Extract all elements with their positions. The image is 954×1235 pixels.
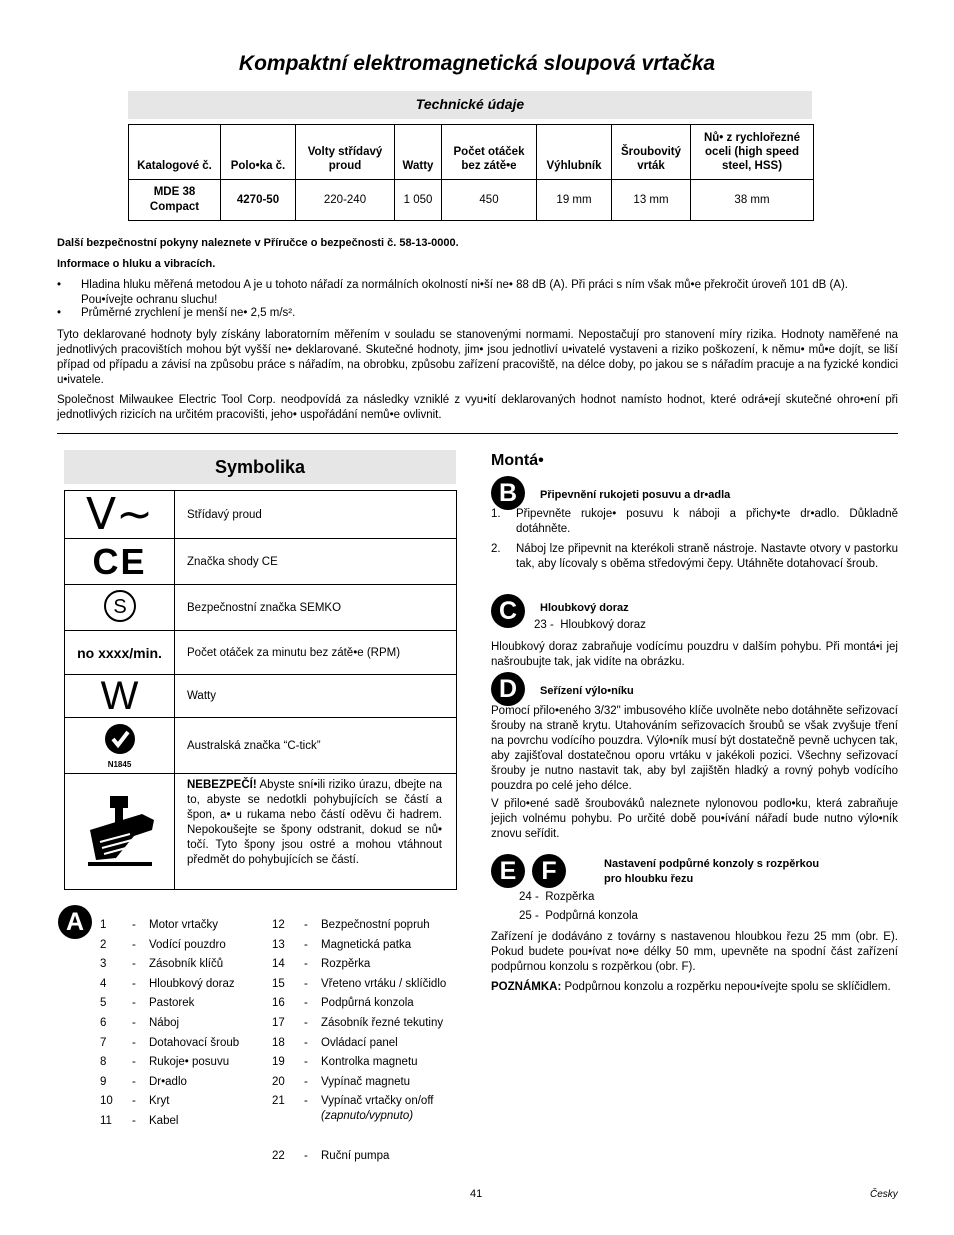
ce-mark-glyph: CE	[92, 540, 147, 582]
section-ef-ref: 25 - Podpůrná konzola	[519, 910, 638, 922]
danger-text: Abyste sní•ili riziko úrazu, dbejte na to, abyste se nedotkli pohybujících se částí a špon, a• u rukama nebo částí oděvu či hadrem. Nepokoušejte se špony odstranit, dokud se nů• točí. Tyto špony jsou ostré a mohou vtáhnout předmět do pohybujících se částí.	[187, 779, 442, 866]
specs-cell: 1 050	[395, 180, 442, 221]
note-text: Podpůrnou konzolu a rozpěrku nepou•ívejte spolu se sklíčidlem.	[561, 981, 891, 993]
legend-number: 5	[100, 997, 107, 1010]
paragraph-declared-values: Tyto deklarované hodnoty byly získány laboratorním měřením v souladu se stanovenými normami. Nepostačují pro stanovení míry rizika. Hodnoty naměřené na jednotlivých pracovištích mohou být vyšší ne• deklarované. Skutečné hodnoty, jim• jsou jednotliví u•ivatelé vystaveni a riziko poškození, k němu• mů•e dojít, se liší případ od případu a závisí na způsobu práce s nářadím, na obrobku, způsobu zařízení pracoviště, na délce doby, po jakou se s nářadím pracuje a na fyzické kondici u•ivatele.	[57, 329, 898, 386]
symbol-row	[65, 631, 457, 675]
symbol-description: Australská značka “C-tick”	[175, 718, 457, 774]
figure-a-badge: A	[58, 905, 92, 939]
legend-label: Ruční pumpa	[321, 1150, 390, 1162]
symbol-description: Značka shody CE	[175, 539, 457, 585]
bullet-dot: •	[57, 307, 62, 319]
legend-dash: -	[304, 958, 308, 971]
chip-hazard-icon	[65, 774, 175, 890]
legend-number: 12	[272, 919, 285, 931]
watts-symbol-icon	[65, 675, 175, 718]
legend-dash: -	[304, 1095, 308, 1108]
legend-dash: -	[132, 1075, 136, 1088]
section-b-item	[491, 507, 898, 537]
specs-cell: 38 mm	[691, 180, 814, 221]
legend-dash: -	[304, 1056, 308, 1069]
legend-sublabel: (zapnuto/vypnuto)	[321, 1110, 414, 1123]
legend-item	[272, 958, 472, 976]
specs-header-cell: Watty	[395, 125, 442, 180]
legend-label: Kryt	[149, 1095, 170, 1108]
specs-heading-band	[128, 91, 812, 119]
legend-label: Vypínač magnetu	[321, 1075, 411, 1088]
legend-number: 17	[272, 1017, 285, 1029]
specs-cell: 4270-50	[221, 180, 296, 221]
legend-number: 4	[100, 977, 107, 990]
symbol-row	[65, 585, 457, 631]
noise-heading: Informace o hluku a vibracích.	[57, 258, 216, 270]
legend-item	[100, 997, 270, 1015]
bullet-dot: •	[57, 279, 62, 291]
section-b-item-text: Náboj lze připevnit na kterékoli straně nástroje. Nastavte otvory v pastorku tak, aby lícovaly s oběma středovými čepy. Utáhněte dotahovací šroub.	[516, 543, 898, 570]
section-ef-heading: Nastavení podpůrné konzoly s rozpěrkou	[604, 858, 820, 870]
legend-dash: -	[304, 1017, 308, 1029]
legend-label: Rukoje• posuvu	[149, 1056, 230, 1069]
legend-item	[100, 1017, 270, 1035]
legend-item	[272, 1056, 472, 1074]
hand-chips-hazard-icon	[82, 790, 158, 870]
specs-header-cell: Výhlubník	[537, 125, 612, 180]
c-tick-icon	[65, 718, 175, 774]
legend-item	[272, 1017, 472, 1035]
specs-cell: 19 mm	[537, 180, 612, 221]
symbol-row	[65, 675, 457, 718]
legend-number: 6	[100, 1017, 107, 1029]
section-ef-text: Zařízení je dodáváno z továrny s nastavenou hloubkou řezu 25 mm (obr. E). Pokud budete pou•ívat no•e délky 50 mm, upevněte na spodní část zařízení podpůrnou konzolu s rozpěrkou (obr. F).	[491, 931, 898, 973]
noise-bullet	[57, 278, 898, 308]
legend-number: 13	[272, 938, 285, 951]
legend-label: Dr•adlo	[149, 1075, 187, 1088]
semko-icon-svg	[102, 588, 138, 624]
legend-dash: -	[304, 1036, 308, 1049]
figure-b-badge: B	[491, 476, 525, 510]
rpm-symbol-glyph: no xxxx/min.	[77, 644, 162, 661]
legend-label: Vřeteno vrtáku / sklíčidlo	[321, 977, 447, 990]
c-tick-mark	[102, 723, 138, 757]
legend-label: Bezpečnostní popruh	[321, 919, 430, 931]
safety-note: Další bezpečnostní pokyny naleznete v Příručce o bezpečnosti č. 58-13-0000.	[57, 237, 459, 249]
legend-item	[272, 939, 472, 957]
legend-label: Náboj	[149, 1017, 180, 1029]
legend-item	[100, 978, 270, 996]
section-divider	[57, 433, 898, 434]
section-d-text: V přilo•ené sadě šroubováků naleznete nylonovou podlo•ku, která zabraňuje jejich volnému pohybu. Po určité době pou•ívání nářadí bude nutno výlo•ník znovu seřídit.	[491, 798, 898, 840]
section-ef-heading-2: pro hloubku řezu	[604, 873, 694, 885]
symbol-description: Počet otáček za minutu bez zátě•e (RPM)	[175, 631, 457, 675]
legend-number: 1	[100, 919, 107, 931]
legend-item	[100, 1076, 270, 1094]
noise-bullet-text: Hladina hluku měřená metodou A je u tohoto nářadí za normálních okolností ni•ší ne• 88 dB (A). Při práci s ním však mů•e překročit úroveň 101 dB (A). Pou•ívejte ochranu sluchu!	[81, 279, 848, 306]
legend-label: Vypínač vrtačky on/off	[321, 1095, 434, 1108]
symbol-row	[65, 539, 457, 585]
symbol-description: Střídavý proud	[175, 491, 457, 539]
c-tick-code: N1845	[107, 759, 132, 769]
rpm-symbol-icon	[65, 631, 175, 675]
legend-number: 20	[272, 1075, 285, 1088]
symbolika-heading: Symbolika	[214, 457, 306, 477]
legend-dash: -	[132, 958, 136, 971]
page-title: Kompaktní elektromagnetická sloupová vrtačka	[238, 52, 716, 75]
section-b-item-text: Připevněte rukoje• posuvu k náboji a přichy•te dr•adlo. Důkladně dotáhněte.	[516, 508, 898, 535]
figure-f-badge: F	[532, 854, 566, 888]
figure-c-badge: C	[491, 594, 525, 628]
ce-mark-icon	[65, 539, 175, 585]
legend-label: Rozpěrka	[321, 958, 371, 971]
figure-d-badge: D	[491, 672, 525, 706]
legend-item	[100, 1095, 270, 1113]
legend-number: 19	[272, 1056, 285, 1069]
legend-item	[272, 919, 472, 937]
legend-dash: -	[132, 919, 136, 931]
specs-header-cell: Nů• z rychlořezné oceli (high speed steel, HSS)	[691, 125, 814, 180]
legend-number: 11	[100, 1115, 112, 1127]
legend-dash: -	[304, 1075, 308, 1088]
symbol-row	[65, 718, 457, 774]
symbol-description: Watty	[175, 675, 457, 718]
semko-letter: S	[112, 596, 127, 618]
section-c-heading: Hloubkový doraz	[540, 602, 629, 614]
section-c-text: Hloubkový doraz zabraňuje vodícímu pouzdru v dalším pohybu. Při montá•i jej našroubujte tak, jak vidíte na obrázku.	[491, 641, 898, 668]
legend-number: 21	[272, 1095, 285, 1108]
section-d-text: Pomocí přilo•eného 3/32" imbusového klíče uvolněte nebo dotáhněte seřizovací šrouby na straně krytu. Utahováním seřizovacích šroubů se však zvyšuje tření na povrchu vodícího pouzdra. Výlo•ník musí být dostatečně pevně uchycen tak, aby zajišťoval dostatečnou oporu vrtáku v jakékoli pozici. Všechny seřizovací šrouby je nutno nastavit tak, aby byl zajištěn hladký a rovný pohyb vodícího pouzdra po celé jeho délce.	[491, 705, 898, 792]
specs-header-row	[129, 125, 814, 180]
legend-dash: -	[132, 1017, 136, 1029]
section-ef-ref: 24 - Rozpěrka	[519, 891, 595, 903]
legend-label: Motor vrtačky	[149, 919, 219, 931]
legend-dash: -	[304, 938, 308, 951]
symbolika-table	[64, 490, 457, 890]
legend-item	[272, 978, 472, 996]
legend-dash: -	[132, 1095, 136, 1108]
symbolika-heading-band	[64, 450, 456, 484]
specs-cell: 220-240	[296, 180, 395, 221]
legend-item	[100, 1056, 270, 1074]
legend-label: Zásobník řezné tekutiny	[321, 1017, 444, 1029]
legend-label: Magnetická patka	[321, 938, 412, 951]
note-label: POZNÁMKA:	[491, 981, 562, 993]
legend-number: 8	[100, 1056, 107, 1069]
specs-cell: 450	[442, 180, 537, 221]
legend-label: Dotahovací šroub	[149, 1036, 240, 1049]
legend-dash: -	[304, 919, 308, 931]
legend-dash: -	[304, 1150, 308, 1162]
section-b-item	[491, 542, 898, 572]
symbol-row-danger	[65, 774, 457, 890]
legend-item	[272, 1095, 472, 1123]
specs-data-row	[129, 180, 814, 221]
legend-label: Podpůrná konzola	[321, 997, 414, 1010]
language-label: Česky	[870, 1189, 898, 1200]
legend-number: 7	[100, 1036, 107, 1049]
legend-item	[100, 919, 270, 937]
danger-warning	[175, 774, 457, 890]
legend-label: Kontrolka magnetu	[321, 1056, 418, 1069]
symbol-description: Bezpečnostní značka SEMKO	[175, 585, 457, 631]
legend-number: 22	[272, 1150, 285, 1162]
legend-dash: -	[304, 997, 308, 1010]
legend-label: Zásobník klíčů	[149, 958, 224, 971]
legend-label: Kabel	[149, 1115, 179, 1127]
danger-label: NEBEZPEČÍ!	[187, 779, 257, 791]
specs-table	[128, 124, 814, 221]
semko-icon	[65, 585, 175, 631]
item-number: 2.	[491, 543, 501, 555]
section-c-ref: 23 - Hloubkový doraz	[534, 619, 646, 631]
paragraph-liability: Společnost Milwaukee Electric Tool Corp. neodpovídá za následky vzniklé z vyu•ití deklarovaných hodnot namísto hodnot, které odrá•ejí skutečné ohro•ení při jednotlivých rizicích na určitém pracovišti, jeho• uspořádání nemů•e ovlivnit.	[57, 394, 898, 421]
figure-e-badge: E	[491, 854, 525, 888]
ac-symbol-glyph: V~	[86, 488, 153, 540]
specs-heading: Technické údaje	[415, 96, 525, 112]
legend-dash: -	[132, 997, 136, 1010]
legend-dash: -	[304, 977, 308, 990]
specs-header-cell: Šroubovitý vrták	[612, 125, 691, 180]
specs-header-cell: Počet otáček bez zátě•e	[442, 125, 537, 180]
legend-number: 16	[272, 997, 285, 1010]
specs-header-cell: Polo•ka č.	[221, 125, 296, 180]
section-b-heading: Připevnění rukojeti posuvu a dr•adla	[540, 489, 731, 501]
page-number: 41	[470, 1188, 483, 1200]
watts-symbol-glyph: W	[100, 674, 139, 718]
legend-item	[100, 939, 270, 957]
legend-label: Pastorek	[149, 997, 195, 1010]
legend-item	[272, 1150, 472, 1168]
legend-number: 10	[100, 1095, 113, 1108]
section-ef-note	[491, 980, 898, 995]
specs-cell: MDE 38 Compact	[129, 180, 221, 221]
item-number: 1.	[491, 508, 501, 520]
legend-label: Vodící pouzdro	[149, 938, 226, 951]
ac-symbol-icon	[65, 488, 175, 540]
legend-number: 14	[272, 958, 285, 971]
legend-dash: -	[132, 1056, 136, 1069]
legend-number: 9	[100, 1075, 107, 1088]
legend-item	[272, 1076, 472, 1094]
symbol-row	[65, 491, 457, 539]
section-d-heading: Seřízení výlo•níku	[540, 685, 634, 697]
legend-number: 3	[100, 958, 107, 971]
legend-dash: -	[132, 938, 136, 951]
legend-number: 15	[272, 977, 285, 990]
noise-bullet-text: Průměrné zrychlení je menší ne• 2,5 m/s².	[81, 307, 296, 319]
legend-number: 18	[272, 1036, 285, 1049]
specs-header-cell: Volty střídavý proud	[296, 125, 395, 180]
specs-cell: 13 mm	[612, 180, 691, 221]
noise-bullet	[57, 306, 898, 321]
legend-label: Ovládací panel	[321, 1036, 398, 1049]
legend-item	[100, 1037, 270, 1055]
legend-item	[100, 1115, 270, 1133]
legend-item	[272, 997, 472, 1015]
legend-label: Hloubkový doraz	[149, 977, 235, 990]
legend-item	[100, 958, 270, 976]
legend-dash: -	[132, 1115, 136, 1127]
montaz-title: Montá•	[491, 452, 544, 469]
specs-header-cell: Katalogové č.	[129, 125, 221, 180]
legend-item	[272, 1037, 472, 1055]
legend-number: 2	[100, 938, 107, 951]
legend-dash: -	[132, 977, 136, 990]
legend-dash: -	[132, 1036, 136, 1049]
